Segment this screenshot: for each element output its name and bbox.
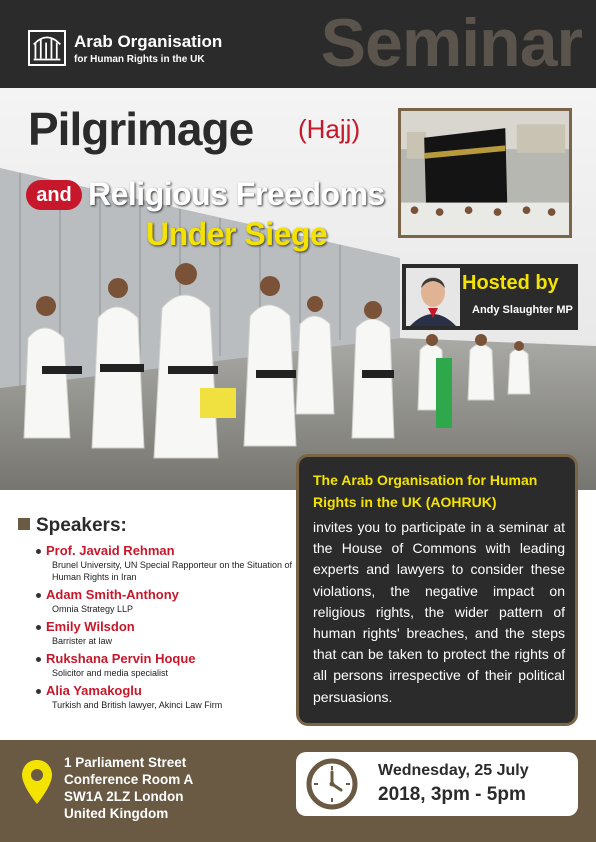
- logo-icon: [28, 30, 66, 66]
- square-icon: [18, 518, 30, 530]
- speaker-name: Emily Wilsdon: [46, 619, 135, 634]
- speaker-name: Alia Yamakoglu: [46, 683, 142, 698]
- title-religious-freedoms: Religious Freedoms: [88, 176, 385, 212]
- speaker-item: [46, 619, 292, 647]
- bullet-icon: [36, 689, 41, 694]
- org-name: Arab Organisation: [74, 32, 223, 51]
- speaker-item: [46, 651, 292, 679]
- event-date: Wednesday, 25 July: [378, 762, 529, 779]
- date-box: [296, 752, 578, 816]
- title-hajj: (Hajj): [298, 114, 361, 144]
- pin-icon: [20, 758, 54, 806]
- speaker-role: Turkish and British lawyer, Akinci Law Firm: [52, 700, 223, 710]
- speaker-name: Rukshana Pervin Hoque: [46, 651, 196, 666]
- header-bar: [0, 0, 596, 88]
- address-line: United Kingdom: [64, 806, 169, 821]
- host-name: Andy Slaughter MP: [472, 304, 573, 316]
- bullet-icon: [36, 625, 41, 630]
- speakers-list: [46, 543, 292, 715]
- title-under-siege: Under Siege: [146, 216, 328, 252]
- speaker-name: Prof. Javaid Rehman: [46, 543, 175, 558]
- venue-address: [64, 754, 193, 822]
- speaker-item: [46, 683, 292, 711]
- org-subtitle: for Human Rights in the UK: [74, 54, 205, 65]
- speaker-item: [46, 587, 292, 615]
- clock-icon: [306, 758, 358, 810]
- title-pilgrimage: Pilgrimage: [28, 103, 254, 155]
- hero-section: [0, 88, 596, 490]
- bullet-icon: [36, 593, 41, 598]
- speaker-role: Barrister at law: [52, 636, 113, 646]
- organisation-info-box: [296, 454, 578, 726]
- speakers-heading-text: Speakers:: [36, 515, 127, 536]
- speaker-role: Brunel University, UN Special Rapporteur on the Situation of Human Rights in Iran: [52, 560, 292, 582]
- hosted-by-label: Hosted by: [462, 272, 559, 294]
- info-body: invites you to participate in a seminar at the House of Commons with leading experts and lawyers to consider these violations, the negative impact on religious rights, the wider pattern of human rights' breaches, and the steps that can be taken to protect the rights of all persons irrespective of their political persuasions.: [313, 519, 565, 705]
- address-line: 1 Parliament Street: [64, 755, 187, 770]
- kaaba-photo: [398, 108, 572, 238]
- address-line: SW1A 2LZ London: [64, 789, 184, 804]
- event-time: 2018, 3pm - 5pm: [378, 784, 526, 805]
- info-title: The Arab Organisation for Human Rights in the UK (AOHRUK): [313, 472, 538, 510]
- bullet-icon: [36, 549, 41, 554]
- host-portrait: [406, 268, 460, 326]
- host-box: [402, 264, 578, 330]
- speaker-role: Omnia Strategy LLP: [52, 604, 134, 614]
- speaker-role: Solicitor and media specialist: [52, 668, 169, 678]
- speakers-heading: [18, 515, 127, 537]
- event-type-title: Seminar: [320, 5, 582, 81]
- address-line: Conference Room A: [64, 772, 194, 787]
- bullet-icon: [36, 657, 41, 662]
- and-badge: and: [26, 180, 82, 210]
- footer-bar: [0, 740, 596, 842]
- speaker-item: [46, 543, 292, 583]
- speaker-name: Adam Smith-Anthony: [46, 587, 179, 602]
